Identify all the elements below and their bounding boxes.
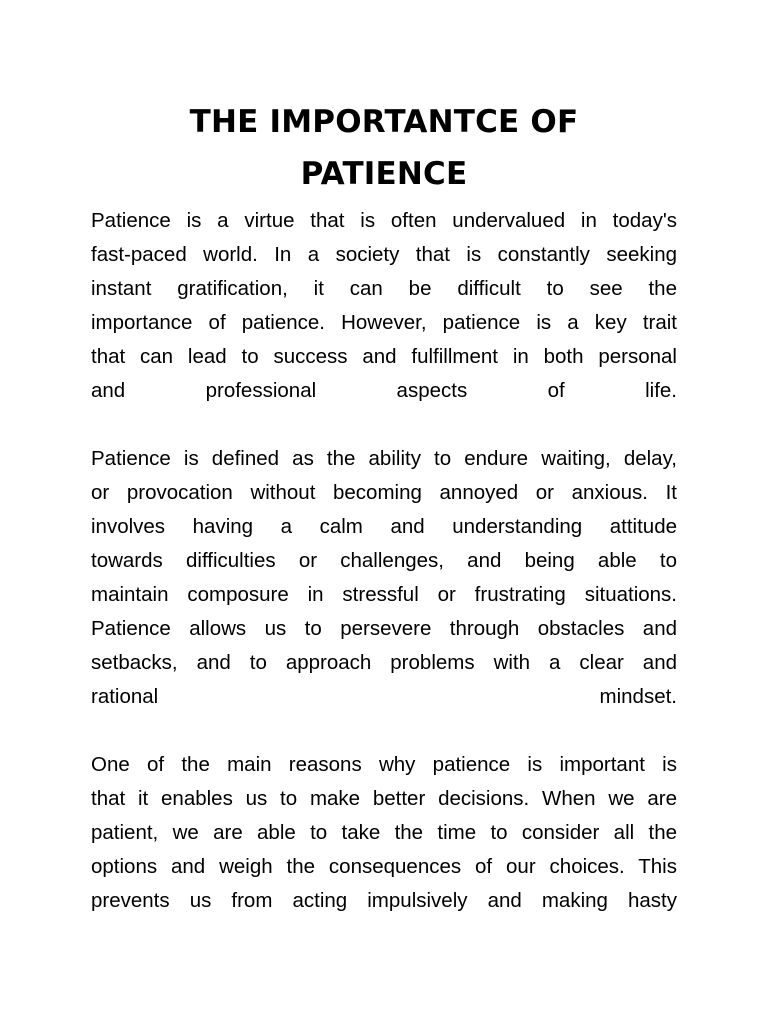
text-line: towards difficulties or challenges, and being able to xyxy=(91,549,677,572)
text-line: Patience allows us to persevere through obstacles and xyxy=(91,617,677,640)
title-line: THE IMPORTANTCE OF xyxy=(189,104,579,140)
text-line: fast-paced world. In a society that is constantly seeking xyxy=(91,243,677,266)
text-line: rational mindset. xyxy=(91,685,677,708)
paragraph xyxy=(91,442,677,714)
text-line: Patience is defined as the ability to endure waiting, delay, xyxy=(91,447,677,470)
text-line: involves having a calm and understanding attitude xyxy=(91,515,677,538)
text-line: Patience is a virtue that is often undervalued in today's xyxy=(91,209,677,232)
document-body xyxy=(91,204,677,952)
text-line: importance of patience. However, patience is a key trait xyxy=(91,311,677,334)
text-line: or provocation without becoming annoyed or anxious. It xyxy=(91,481,677,504)
text-line: prevents us from acting impulsively and making hasty xyxy=(91,889,677,912)
text-line: options and weigh the consequences of our choices. This xyxy=(91,855,677,878)
text-line: patient, we are able to take the time to consider all the xyxy=(91,821,677,844)
title-line: PATIENCE xyxy=(300,156,468,192)
text-line: maintain composure in stressful or frustrating situations. xyxy=(91,583,677,606)
text-line: that can lead to success and fulfillment in both personal xyxy=(91,345,677,368)
text-line: and professional aspects of life. xyxy=(91,379,677,402)
paragraph xyxy=(91,204,677,408)
document-title xyxy=(91,96,677,200)
text-line: setbacks, and to approach problems with a clear and xyxy=(91,651,677,674)
text-line: that it enables us to make better decisions. When we are xyxy=(91,787,677,810)
text-line: One of the main reasons why patience is important is xyxy=(91,753,677,776)
paragraph xyxy=(91,748,677,918)
text-line: instant gratification, it can be difficult to see the xyxy=(91,277,677,300)
